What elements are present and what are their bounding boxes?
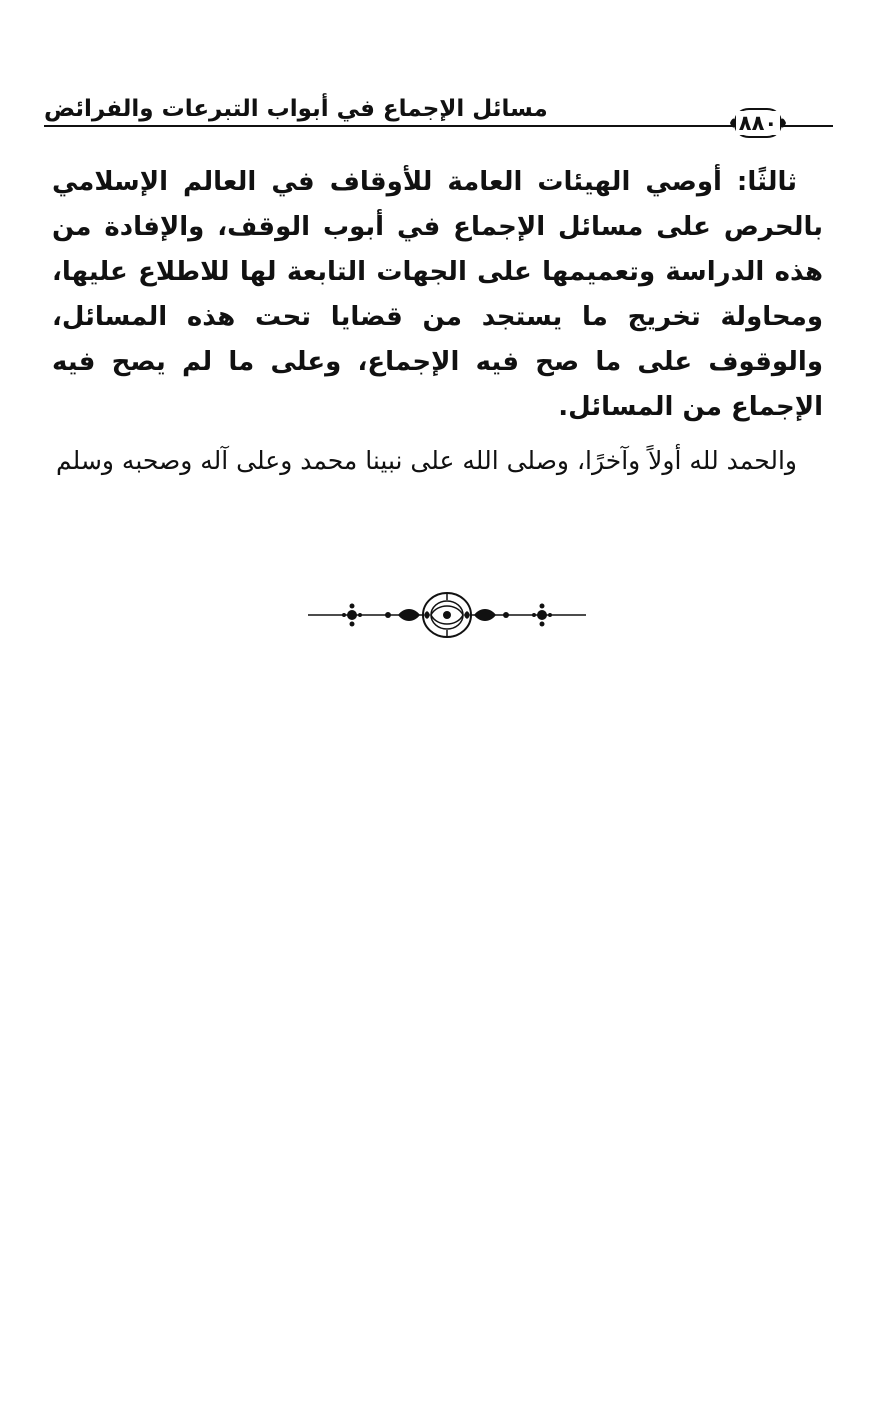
paragraph-closing-prayer: والحمد لله أولاً وآخرًا، وصلى الله على نبينا محمد وعلى آله وصحبه وسلم bbox=[56, 446, 797, 475]
floral-divider-icon bbox=[306, 588, 588, 642]
page-number-frame bbox=[727, 104, 789, 142]
body-text bbox=[52, 160, 823, 483]
paragraph-recommendation: ثالثًا: أوصي الهيئات العامة للأوقاف في العالم الإسلامي بالحرص على مسائل الإجماع في أبوب الوقف، والإفادة من هذه الدراسة وتعميمها على الجهات التابعة لها للاطلاع عليها، ومحاولة تخريج ما يستجد من قضايا تحت هذه المسائل، والوقوف على ما صح فيه الإجماع، وعلى ما لم يصح فيه الإجماع من المسائل. bbox=[52, 167, 823, 422]
running-header bbox=[44, 88, 833, 138]
page-number: ٨٨٠ bbox=[736, 111, 780, 135]
header-rule bbox=[44, 125, 833, 127]
header-title: مسائل الإجماع في أبواب التبرعات والفرائض bbox=[44, 96, 548, 122]
